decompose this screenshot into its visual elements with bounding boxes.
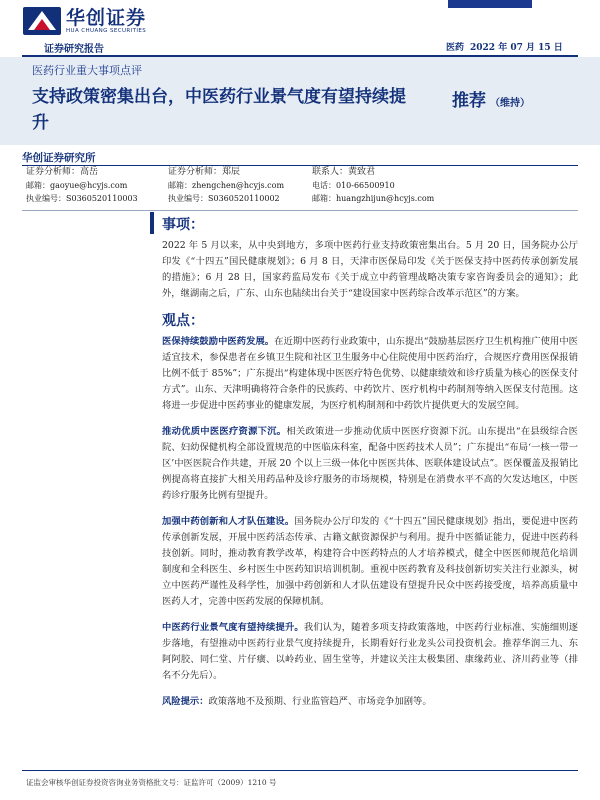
document-type: 证券研究报告 [44, 44, 104, 55]
event-section [162, 216, 578, 302]
header-meta [446, 40, 563, 53]
footer-divider [22, 770, 578, 771]
report-category: 医药行业重大事项点评 [32, 64, 142, 77]
rating [452, 86, 530, 111]
report-title: 支持政策密集出台，中医药行业景气度有望持续提升 [32, 87, 406, 133]
analyst-license: 执业编号：S0360520110002 [168, 194, 280, 203]
rating-note: （维持） [490, 98, 530, 109]
views-section [162, 312, 578, 710]
sector-label: 医药 [446, 43, 465, 53]
risk-warning [162, 694, 578, 710]
analyst-name: 证券分析师：高岳 [26, 167, 99, 177]
report-body [162, 216, 578, 710]
view-point-text: 在近期中医药行业政策中，山东提出“鼓励基层医疗卫生机构推广使用中医适宜技术，参保患者在乡镇卫生院和社区卫生服务中心住院使用中医药治疗，合规医疗费用医保报销比例不低于 85%”；广东提出“构建体现中医医疗特色优势、以健康绩效和诊疗质量为核心的医保支付方式”。山东、天津明确将符合条件的民族药、中药饮片、医疗机构中药制剂等纳入医保支付范围。这将进一步促进中医药事业的健康发展，为医疗机构制剂和中药饮片提供更大的发展空间。 [162, 336, 578, 411]
analyst-email: 邮箱：zhengchen@hcyjs.com [168, 181, 285, 190]
event-heading: 事项： [162, 217, 204, 233]
view-point-lead: 医保持续鼓励中医药发展。 [162, 336, 275, 347]
view-point-lead: 中医药行业景气度有望持续提升。 [162, 622, 304, 633]
view-point [162, 514, 578, 610]
logo-mark-icon [22, 6, 62, 36]
analyst-divider [22, 210, 578, 211]
analyst-name: 证券分析师：郑辰 [168, 167, 241, 177]
view-point-text: 我们认为，随着多项支持政策落地，中医药行业标准、实施细则逐步落地，有望推动中医药行业景气度持续提升，长期看好行业龙头公司投资机会。推荐华润三九、东阿阿胶、同仁堂、片仔癀、以岭药业、固生堂等，并建议关注太极集团、康缘药业、济川药业等（排名不分先后）。 [162, 622, 578, 681]
logo-text: 华创证券 [66, 6, 147, 29]
view-point-lead: 推动优质中医医疗资源下沉。 [162, 426, 287, 437]
rating-value: 推荐 [452, 91, 486, 111]
contact-name: 联系人：黄致君 [312, 167, 376, 177]
company-logo [22, 6, 146, 36]
analyst-card [26, 166, 138, 205]
view-point [162, 334, 578, 414]
regulatory-footer: 证监会审核华创证券投资咨询业务资格批文号：证监许可（2009）1210 号 [26, 778, 277, 787]
views-heading: 观点： [162, 313, 204, 329]
risk-warning-lead: 风险提示： [162, 696, 209, 707]
contact-phone: 电话：010-66500910 [312, 181, 395, 190]
report-date: 2022 年 07 月 15 日 [470, 43, 563, 53]
view-point-text: 国务院办公厅印发的《“十四五”国民健康规划》指出，要促进中医药传承创新发展，开展中医药活态传承、古籍文献资源保护与利用。提升中医循证能力，促进中医药科技创新。同时，推动教育教学改革，构建符合中医药特点的人才培养模式，健全中医医师规范化培训制度和全科医生、乡村医生中医药知识培训机制。重视中医药教育及科技创新切实关注行业源头，树立中医药严谨性及科学性，加强中药创新和人才队伍建设有望提升民众中医药接受度，培养高质量中医药人才，完善中医药发展的保障机制。 [162, 516, 578, 607]
risk-warning-text: 政策落地不及预期、行业监管趋严、市场竞争加剧等。 [208, 696, 432, 707]
view-point [162, 620, 578, 684]
analyst-email: 邮箱：gaoyue@hcyjs.com [26, 181, 128, 190]
event-text: 2022 年 5 月以来，从中央到地方，多项中医药行业支持政策密集出台。5 月 20 日，国务院办公厅印发《“十四五”国民健康规划》；6 月 8 日，天津市医保局印发《关于医保支持中医药传承创新发展的措施》；6 月 28 日，国家药监局发布《关于成立中药管理战略决策专家咨询委员会的通知》；此外，继湖南之后，广东、山东也陆续出台关于“建设国家中医药综合改革示范区”的方案。 [162, 240, 578, 299]
analyst-license: 执业编号：S0360520110003 [26, 194, 138, 203]
logo-subtext: HUA CHUANG SECURITIES [66, 27, 147, 34]
contact-card [312, 166, 434, 205]
contact-email: 邮箱：huangzhijun@hcyjs.com [312, 194, 435, 203]
header-accent-bar [448, 0, 532, 8]
view-point [162, 424, 578, 504]
view-point-text: 相关政策进一步推动优质中医医疗资源下沉。山东提出“在县级综合医院、妇幼保健机构全部设置规范的中医临床科室，配备中医药技术人员”；广东提出“布局‘一核一带一区’中医医院合作共建，开展 20 个以上三级一体化中医医共体、医联体建设试点”。医保覆盖及报销比例提高将直接扩大相关用药品种及诊疗服务的市场规模，特别是在消费水平不高的欠发达地区，中医药诊疗服务比例有望提升。 [162, 426, 578, 501]
view-point-lead: 加强中药创新和人才队伍建设。 [162, 516, 295, 527]
section-marker [150, 212, 154, 234]
institute-name: 华创证券研究所 [22, 152, 96, 164]
analyst-card [168, 166, 284, 205]
